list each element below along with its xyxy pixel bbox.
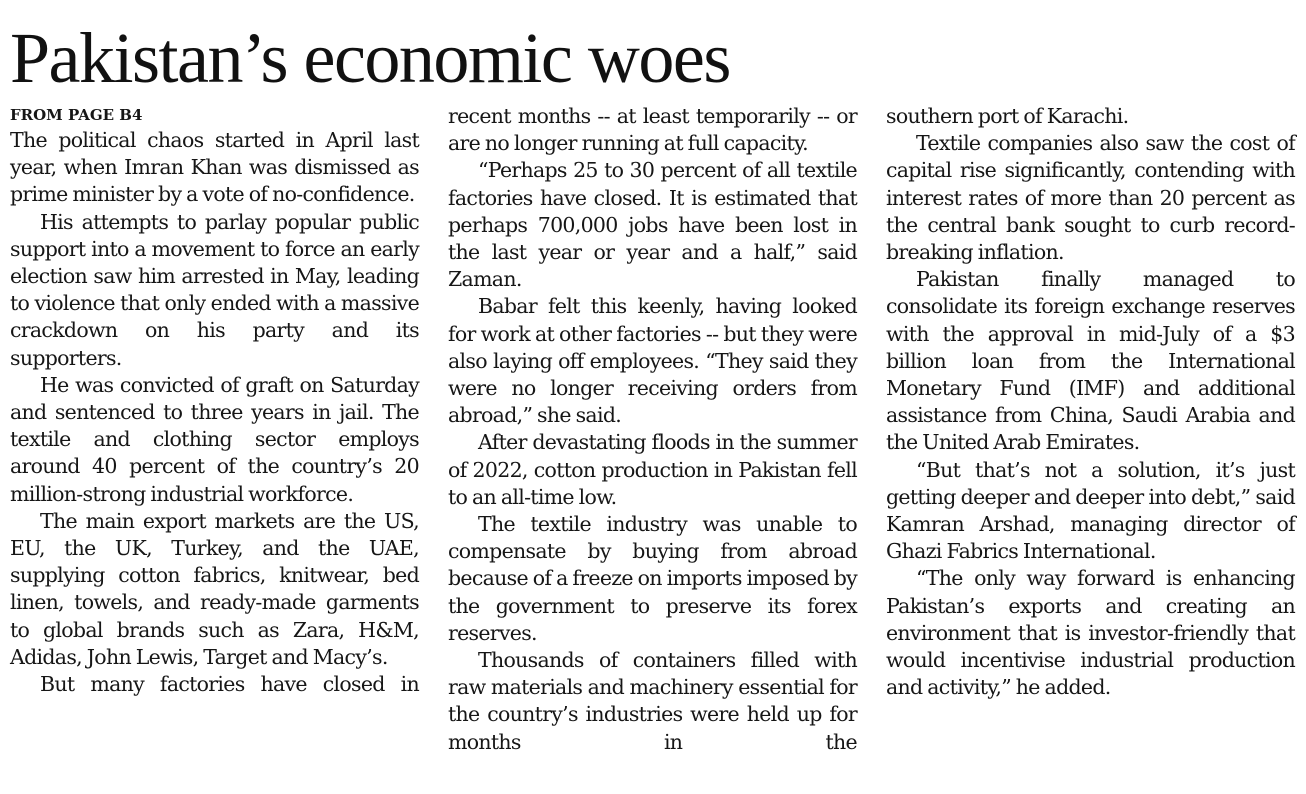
paragraph: “The only way forward is enhancing Pakistan’s exports and creating an environment that is investor-friendly that would incentivise industrial production and activity,” he added. (886, 566, 1295, 700)
paragraph: Thousands of containers filled with raw materials and machinery essential for the country’s industries were held up for months in the (448, 648, 857, 754)
paragraph: “But that’s not a solution, it’s just getting deeper and deeper into debt,” said Kamran Arshad, managing director of Ghazi Fabrics International. (886, 457, 1295, 564)
paragraph: Babar felt this keenly, having looked for work at other factories -- but they were also laying off employees. “They said they were no longer receiving orders from abroad,” she said. (448, 294, 857, 428)
paragraph: He was convicted of graft on Saturday and sentenced to three years in jail. The textile and clothing sector employs around 40 percent of the country’s 20 million-strong industrial workforce. (10, 372, 419, 506)
paragraph: Pakistan finally managed to consolidate its foreign exchange reserves with the approval in mid-July of a $3 billion loan from the International Monetary Fund (IMF) and additional assistance from China, Saudi Arabia and the United Arab Emirates. (886, 267, 1295, 455)
article-column-2 (448, 103, 857, 756)
paragraph: But many factories have closed in (40, 672, 419, 697)
paragraph-continued: southern port of Karachi. (886, 104, 1129, 128)
paragraph: His attempts to parlay popular public support into a movement to force an early election saw him arrested in May, leading to violence that only ended with a massive crackdown on his party and its supporters. (10, 209, 419, 370)
paragraph: The political chaos started in April last year, when Imran Khan was dismissed as prime minister by a vote of no-confidence. (10, 128, 419, 207)
article-column-3 (886, 103, 1295, 701)
paragraph: The textile industry was unable to compensate by buying from abroad because of a freeze on imports imposed by the government to preserve its forex reserves. (448, 512, 857, 645)
paragraph: After devastating floods in the summer of 2022, cotton production in Pakistan fell to an all-time low. (448, 430, 857, 509)
article-column-1 (10, 103, 419, 698)
jump-line: FROM PAGE B4 (10, 106, 143, 124)
paragraph-continued: recent months -- at least temporarily -- or are no longer running at full capacity. (448, 104, 857, 156)
article-headline: Pakistan’s economic woes (10, 18, 730, 98)
paragraph: Textile companies also saw the cost of capital rise significantly, contending with interest rates of more than 20 percent as the central bank sought to curb record-breaking inflation. (886, 131, 1295, 265)
paragraph: The main export markets are the US, EU, the UK, Turkey, and the UAE, supplying cotton fabrics, knitwear, bed linen, towels, and ready-made garments to global brands such as Zara, H&M, Adidas, John Lewis, Target and Macy’s. (10, 508, 419, 669)
paragraph: “Perhaps 25 to 30 percent of all textile factories have closed. It is estimated that perhaps 700,000 jobs have been lost in the last year or year and a half,” said Zaman. (448, 158, 857, 292)
